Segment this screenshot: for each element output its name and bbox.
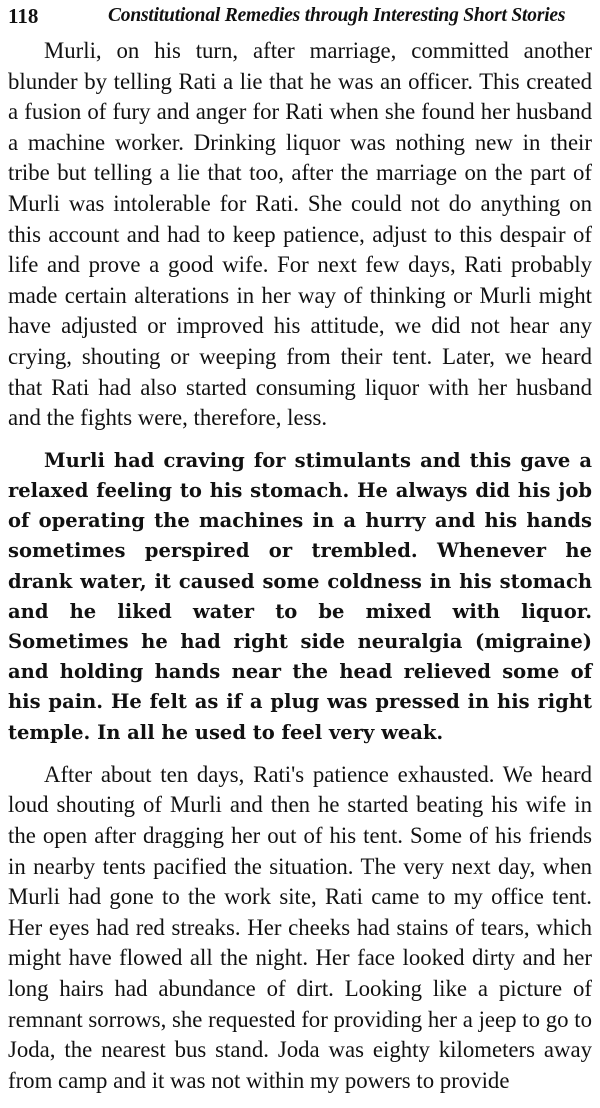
paragraph-1: Murli, on his turn, after marriage, committed another blunder by telling Rati a lie that he was an officer. This created a fusion of fury and anger for Rati when she found her husband a machine worker. Drinking liquor was nothing new in their tribe but telling a lie that too, after the marriage on the part of Murli was intolerable for Rati. She could not do anything on this account and had to keep patience, adjust to this despair of life and prove a good wife. For next few days, Rati probably made certain alterations in her way of thinking or Murli might have adjusted or improved his attitude, we did not hear any crying, shouting or weeping from their tent. Later, we heard that Rati had also started consuming liquor with her husband and the fights were, therefore, less. [8,38,592,431]
page-header [8,3,592,29]
page-number: 118 [8,3,39,28]
paragraph-3: After about ten days, Rati's patience exhausted. We heard loud shouting of Murli and then he started beating his wife in the open after dragging her out of his tent. Some of his friends in nearby tents pacified the situation. The very next day, when Murli had gone to the work site, Rati came to my office tent. Her eyes had red streaks. Her cheeks had stains of tears, which might have flowed all the night. Her face looked dirty and her long hairs had abundance of dirt. Looking like a picture of remnant sorrows, she requested for providing her a jeep to go to Joda, the nearest bus stand. Joda was eighty kilometers away from camp and it was not within my powers to provide [8,761,592,1093]
paragraph-2-bold: Murli had craving for stimulants and this gave a relaxed feeling to his stomach. He always did his job of operating the machines in a hurry and his hands sometimes perspired or trembled. Whenever he drank water, it caused some coldness in his stomach and he liked water to be mixed with liquor. Sometimes he had right side neuralgia (migraine) and holding hands near the head relieved some of his pain. He felt as if a plug was pressed in his right temple. In all he used to feel very weak. [8,448,592,744]
running-title: Constitutional Remedies through Interesting Short Stories [108,5,566,26]
body-text [8,36,592,1108]
